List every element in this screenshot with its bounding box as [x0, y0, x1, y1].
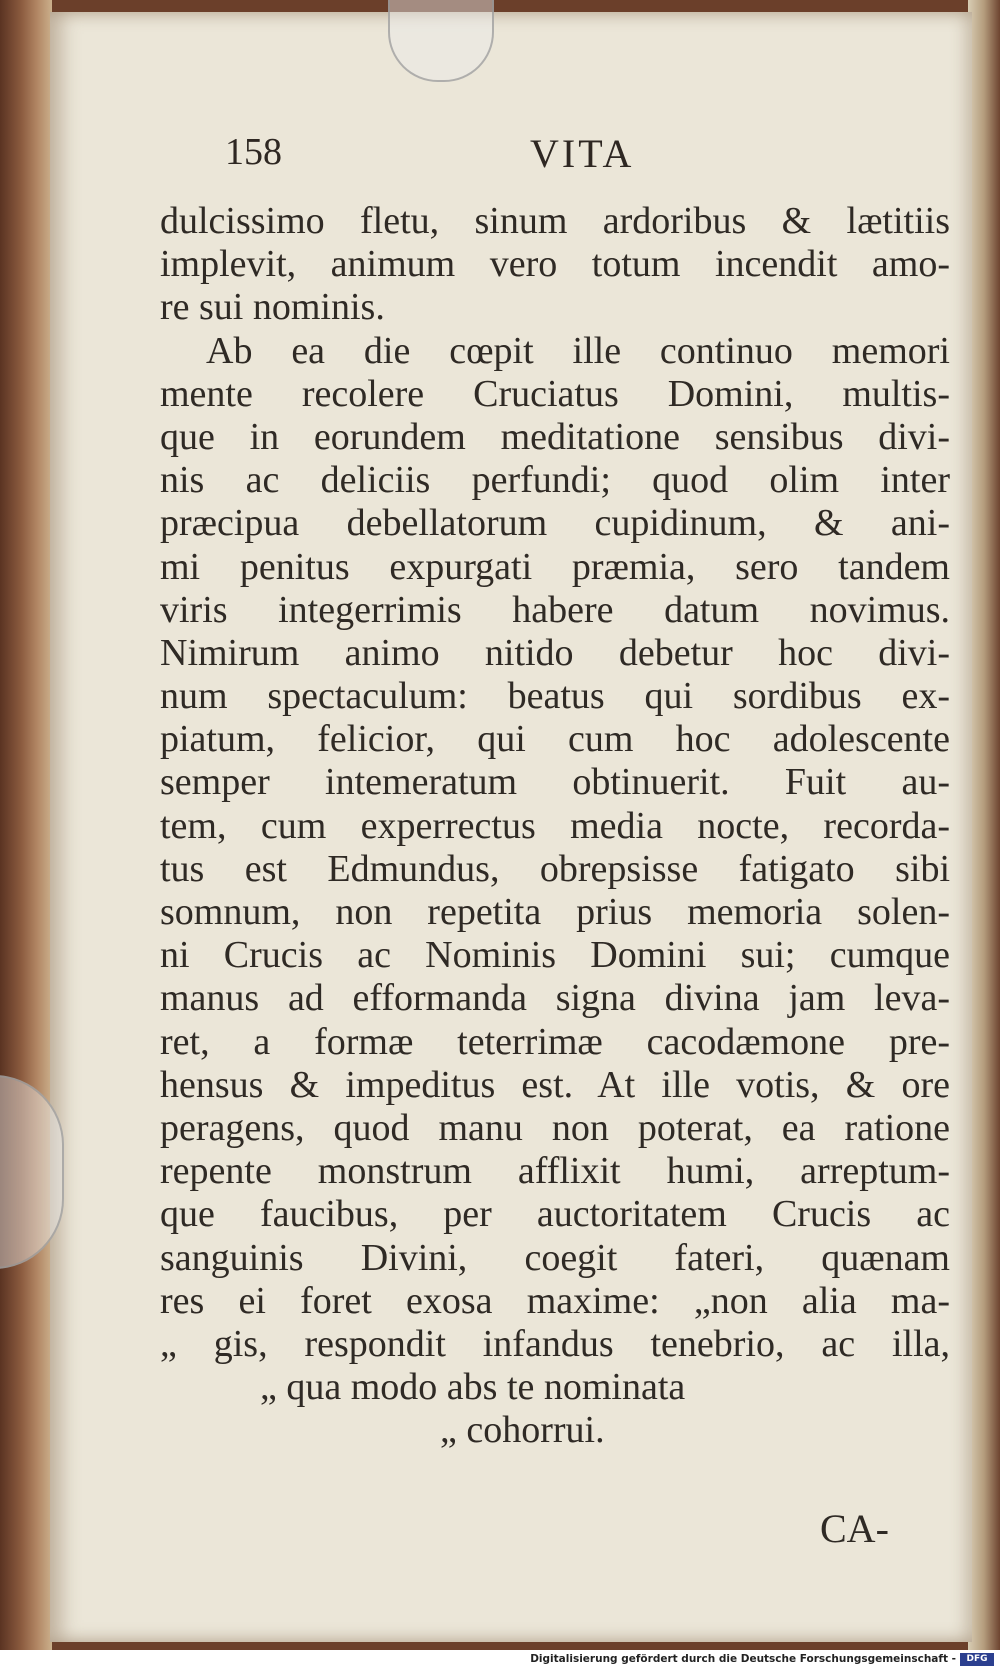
text-line: que in eorundem meditatione sensibus divi-	[160, 415, 950, 458]
text-line: repente monstrum afflixit humi, arreptum-	[160, 1150, 950, 1193]
text-line: ret, a formæ teterrimæ cacodæmone pre-	[160, 1020, 950, 1063]
text-line: „ gis, respondit infandus tenebrio, ac illa,	[160, 1322, 950, 1365]
funding-credit: Digitalisierung gefördert durch die Deutsche Forschungsgemeinschaft -	[530, 1653, 956, 1665]
text-line: Nimirum animo nitido debetur hoc divi-	[160, 631, 950, 674]
text-line: nis ac deliciis perfundi; quod olim inter	[160, 459, 950, 502]
text-line: mente recolere Cruciatus Domini, multis-	[160, 372, 950, 415]
text-line: num spectaculum: beatus qui sordibus ex-	[160, 675, 950, 718]
text-line: implevit, animum vero totum incendit amo-	[160, 243, 950, 286]
text-line: tus est Edmundus, obrepsisse fatigato sibi	[160, 847, 950, 890]
book-edge-left	[0, 0, 52, 1650]
text-line: viris integerrimis habere datum novimus.	[160, 588, 950, 631]
dfg-logo: DFG	[960, 1653, 994, 1666]
text-line: tem, cum experrectus media nocte, recorda-	[160, 804, 950, 847]
text-line: sanguinis Divini, coegit fateri, quænam	[160, 1236, 950, 1279]
text-line: semper intemeratum obtinuerit. Fuit au-	[160, 761, 950, 804]
text-line: hensus & impeditus est. At ille votis, & ore	[160, 1063, 950, 1106]
text-line: manus ad efformanda signa divina jam leva-	[160, 977, 950, 1020]
text-line: res ei foret exosa maxime: „non alia ma-	[160, 1279, 950, 1322]
text-line: somnum, non repetita prius memoria solen-	[160, 891, 950, 933]
page-header	[170, 130, 910, 190]
text-line: „ qua modo abs te nominata	[260, 1366, 686, 1409]
page-number: 158	[225, 131, 282, 173]
text-line: piatum, felicior, qui cum hoc adolescente	[160, 718, 950, 761]
book-edge-right	[968, 0, 1000, 1650]
catchword: CA-	[820, 1506, 889, 1551]
text-line: Ab ea die cœpit ille continuo memori	[206, 329, 950, 372]
text-line: que faucibus, per auctoritatem Crucis ac	[160, 1193, 950, 1236]
text-line: ni Crucis ac Nominis Domini sui; cumque	[160, 934, 950, 977]
text-line: mi penitus expurgati præmia, sero tandem	[160, 545, 950, 588]
text-line: dulcissimo fletu, sinum ardoribus & lætitiis	[160, 200, 950, 242]
text-line: præcipua debellatorum cupidinum, & ani-	[160, 502, 950, 545]
running-head: VITA	[530, 131, 635, 176]
text-line: „ cohorrui.	[440, 1409, 605, 1452]
body-text	[160, 200, 950, 1452]
text-line: re sui nominis.	[160, 286, 385, 329]
text-line: peragens, quod manu non poterat, ea ratione	[160, 1106, 950, 1149]
